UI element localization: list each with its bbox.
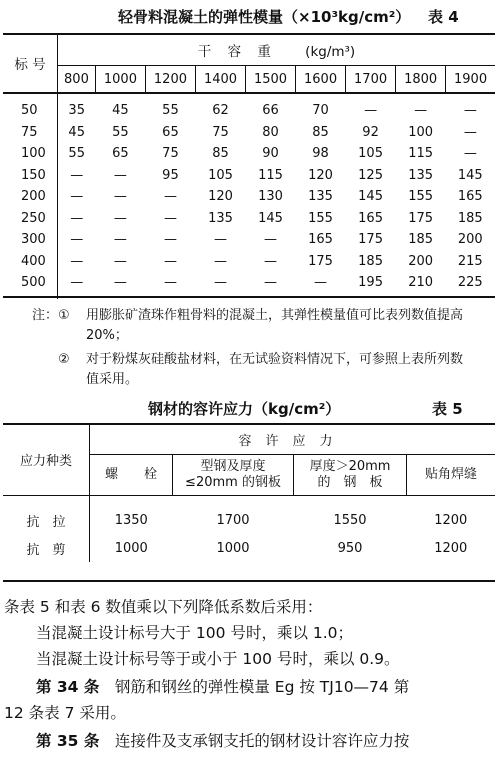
value-cell: 200	[457, 232, 483, 248]
stress-value-cell: 1000	[216, 540, 250, 556]
value-cell: —	[113, 210, 127, 226]
value-cell: —	[463, 103, 477, 119]
density-header: 800	[58, 66, 96, 94]
stress-value-cell: 1350	[114, 512, 148, 528]
table5-col-thick-plate	[294, 455, 407, 496]
stress-value-cell: 950	[337, 540, 363, 556]
value-cell: —	[364, 103, 378, 119]
table5-col-bolt: 螺 栓	[90, 455, 173, 496]
note-2-line1: 对于粉煤灰硅酸盐材料，在无试验资料情况下，可参照上表所列数	[86, 352, 464, 367]
stress-type-cell: 抗 拉	[3, 496, 90, 535]
value-cell: —	[213, 275, 227, 291]
body-line-3: 当混凝土设计标号等于或小于 100 号时，乘以 0.9。	[36, 650, 400, 668]
table-row	[3, 122, 495, 144]
value-cell: 75	[162, 146, 179, 162]
grade-cell: 150	[3, 165, 58, 187]
value-cell: —	[213, 232, 227, 248]
note-2-line2: 值采用。	[86, 372, 139, 387]
value-cell: 98	[312, 146, 329, 162]
value-cell: —	[113, 253, 127, 269]
note-1-line2: 20%；	[86, 328, 128, 343]
value-cell: 145	[358, 189, 383, 205]
table5-col-fillet-weld: 贴角焊缝	[407, 455, 496, 496]
value-cell: —	[463, 146, 477, 162]
value-cell: —	[113, 232, 127, 248]
table4-bottom-rule	[3, 296, 495, 298]
grade-cell: 75	[3, 122, 58, 144]
article-34-text: 钢筋和钢丝的弹性模量 Eg 按 TJ10—74 第	[99, 678, 410, 696]
grade-cell: 250	[3, 208, 58, 230]
table-row	[3, 251, 495, 273]
value-cell: 100	[408, 124, 434, 140]
table4-group-label: 干 容 重	[197, 43, 277, 60]
table4	[3, 34, 495, 299]
table-row	[3, 534, 495, 562]
value-cell: —	[113, 275, 127, 291]
table-row	[3, 208, 495, 230]
value-cell: —	[70, 189, 84, 205]
value-cell: 185	[457, 210, 483, 226]
table-row	[3, 143, 495, 165]
density-header: 1400	[195, 66, 245, 94]
density-header: 1000	[95, 66, 145, 94]
table5	[3, 424, 495, 562]
table5-group-header: 容许应力	[90, 424, 496, 455]
table4-group-header	[58, 34, 496, 66]
value-cell: 80	[262, 124, 279, 140]
value-cell: 135	[308, 189, 333, 205]
value-cell: 135	[408, 167, 434, 183]
value-cell: 165	[457, 189, 483, 205]
value-cell: 55	[162, 103, 179, 119]
value-cell: 175	[358, 232, 383, 248]
table5-col-section-steel-l2: ≤20mm 的钢板	[185, 475, 281, 490]
value-cell: —	[163, 189, 177, 205]
value-cell: 55	[112, 124, 129, 140]
density-header: 1500	[246, 66, 296, 94]
value-cell: —	[70, 253, 84, 269]
article-34-label: 第 34 条	[36, 678, 100, 696]
grade-cell: 50	[3, 93, 58, 122]
table-row	[3, 93, 495, 122]
density-header: 1800	[396, 66, 446, 94]
value-cell: 66	[262, 103, 279, 119]
value-cell: 155	[408, 189, 434, 205]
grade-cell: 100	[3, 143, 58, 165]
stress-value-cell: 1000	[114, 540, 148, 556]
article-34	[36, 676, 409, 698]
table5-title: 钢材的容许应力（kg/cm²）	[148, 400, 341, 418]
value-cell: —	[70, 232, 84, 248]
note-1-line1: 用膨胀矿渣珠作粗骨料的混凝土，其弹性模量值可比表列数值提高	[86, 308, 464, 323]
value-cell: 210	[408, 275, 434, 291]
value-cell: 75	[212, 124, 229, 140]
density-header: 1600	[296, 66, 346, 94]
value-cell: 120	[208, 189, 233, 205]
value-cell: —	[163, 275, 177, 291]
density-header: 1900	[446, 66, 495, 94]
value-cell: 185	[408, 232, 434, 248]
table5-col-thick-plate-l2: 的 钢 板	[317, 475, 383, 490]
value-cell: 115	[258, 167, 283, 183]
value-cell: 135	[208, 210, 233, 226]
value-cell: 165	[358, 210, 383, 226]
table5-col-section-steel-l1: 型钢及厚度	[200, 459, 266, 474]
table-row	[3, 496, 495, 535]
value-cell: 115	[408, 146, 434, 162]
value-cell: 95	[162, 167, 179, 183]
article-35-text: 连接件及支承钢支托的钢材设计容许应力按	[99, 732, 410, 750]
value-cell: 185	[358, 253, 383, 269]
value-cell: 145	[258, 210, 283, 226]
note-1-mark: ①	[58, 308, 70, 323]
value-cell: 225	[457, 275, 483, 291]
table5-body	[3, 496, 495, 563]
table5-col-thick-plate-l1: 厚度＞20mm	[309, 459, 391, 474]
value-cell: 92	[362, 124, 379, 140]
value-cell: —	[70, 210, 84, 226]
stress-value-cell: 1700	[216, 512, 250, 528]
value-cell: 130	[258, 189, 283, 205]
density-header: 1700	[346, 66, 396, 94]
table-row	[3, 165, 495, 187]
value-cell: —	[163, 232, 177, 248]
table5-row-header: 应力种类	[3, 424, 90, 496]
value-cell: 145	[457, 167, 483, 183]
value-cell: 45	[68, 124, 85, 140]
value-cell: —	[163, 210, 177, 226]
table-row	[3, 186, 495, 208]
value-cell: —	[113, 189, 127, 205]
value-cell: 90	[262, 146, 279, 162]
stress-value-cell: 1200	[434, 512, 468, 528]
table4-row-header: 标 号	[3, 34, 58, 93]
value-cell: —	[70, 167, 84, 183]
note-prefix: 注：	[32, 308, 59, 323]
value-cell: 195	[358, 275, 383, 291]
table5-col-section-steel	[173, 455, 294, 496]
table4-label: 表 4	[428, 8, 459, 26]
value-cell: 165	[308, 232, 333, 248]
value-cell: —	[264, 275, 278, 291]
article-35-label: 第 35 条	[36, 732, 100, 750]
value-cell: 55	[68, 146, 85, 162]
value-cell: 175	[408, 210, 434, 226]
table5-label: 表 5	[432, 400, 463, 418]
value-cell: 65	[112, 146, 129, 162]
value-cell: 125	[358, 167, 383, 183]
value-cell: —	[463, 124, 477, 140]
value-cell: 215	[457, 253, 483, 269]
value-cell: 175	[308, 253, 333, 269]
table-row	[3, 272, 495, 299]
value-cell: —	[70, 275, 84, 291]
value-cell: —	[414, 103, 428, 119]
note-2-mark: ②	[58, 352, 70, 367]
table4-density-row	[3, 66, 495, 94]
value-cell: 62	[212, 103, 229, 119]
value-cell: 45	[112, 103, 129, 119]
value-cell: 200	[408, 253, 434, 269]
article-35	[36, 730, 409, 752]
body-line-2: 当混凝土设计标号大于 100 号时，乘以 1.0；	[36, 624, 354, 642]
value-cell: —	[113, 167, 127, 183]
grade-cell: 400	[3, 251, 58, 273]
value-cell: —	[213, 253, 227, 269]
value-cell: —	[163, 253, 177, 269]
table5-bottom-rule	[3, 580, 495, 582]
table4-title: 轻骨料混凝土的弹性模量（×10³kg/cm²）	[118, 8, 411, 26]
value-cell: 105	[358, 146, 383, 162]
value-cell: 105	[208, 167, 233, 183]
article-34-line2: 12 条表 7 采用。	[4, 704, 126, 722]
value-cell: —	[264, 232, 278, 248]
value-cell: —	[264, 253, 278, 269]
table4-group-unit: (kg/m³)	[305, 43, 356, 60]
value-cell: 65	[162, 124, 179, 140]
value-cell: 85	[312, 124, 329, 140]
value-cell: 85	[212, 146, 229, 162]
value-cell: 70	[312, 103, 329, 119]
body-line-1: 条表 5 和表 6 数值乘以下列降低系数后采用：	[4, 598, 323, 616]
density-header: 1200	[145, 66, 195, 94]
value-cell: 120	[308, 167, 333, 183]
grade-cell: 200	[3, 186, 58, 208]
value-cell: 155	[308, 210, 333, 226]
value-cell: 35	[68, 103, 85, 119]
stress-value-cell: 1200	[434, 540, 468, 556]
value-cell: —	[314, 275, 328, 291]
table4-body	[3, 93, 495, 299]
grade-cell: 500	[3, 272, 58, 299]
grade-cell: 300	[3, 229, 58, 251]
table-row	[3, 229, 495, 251]
stress-type-cell: 抗 剪	[3, 534, 90, 562]
stress-value-cell: 1550	[333, 512, 367, 528]
